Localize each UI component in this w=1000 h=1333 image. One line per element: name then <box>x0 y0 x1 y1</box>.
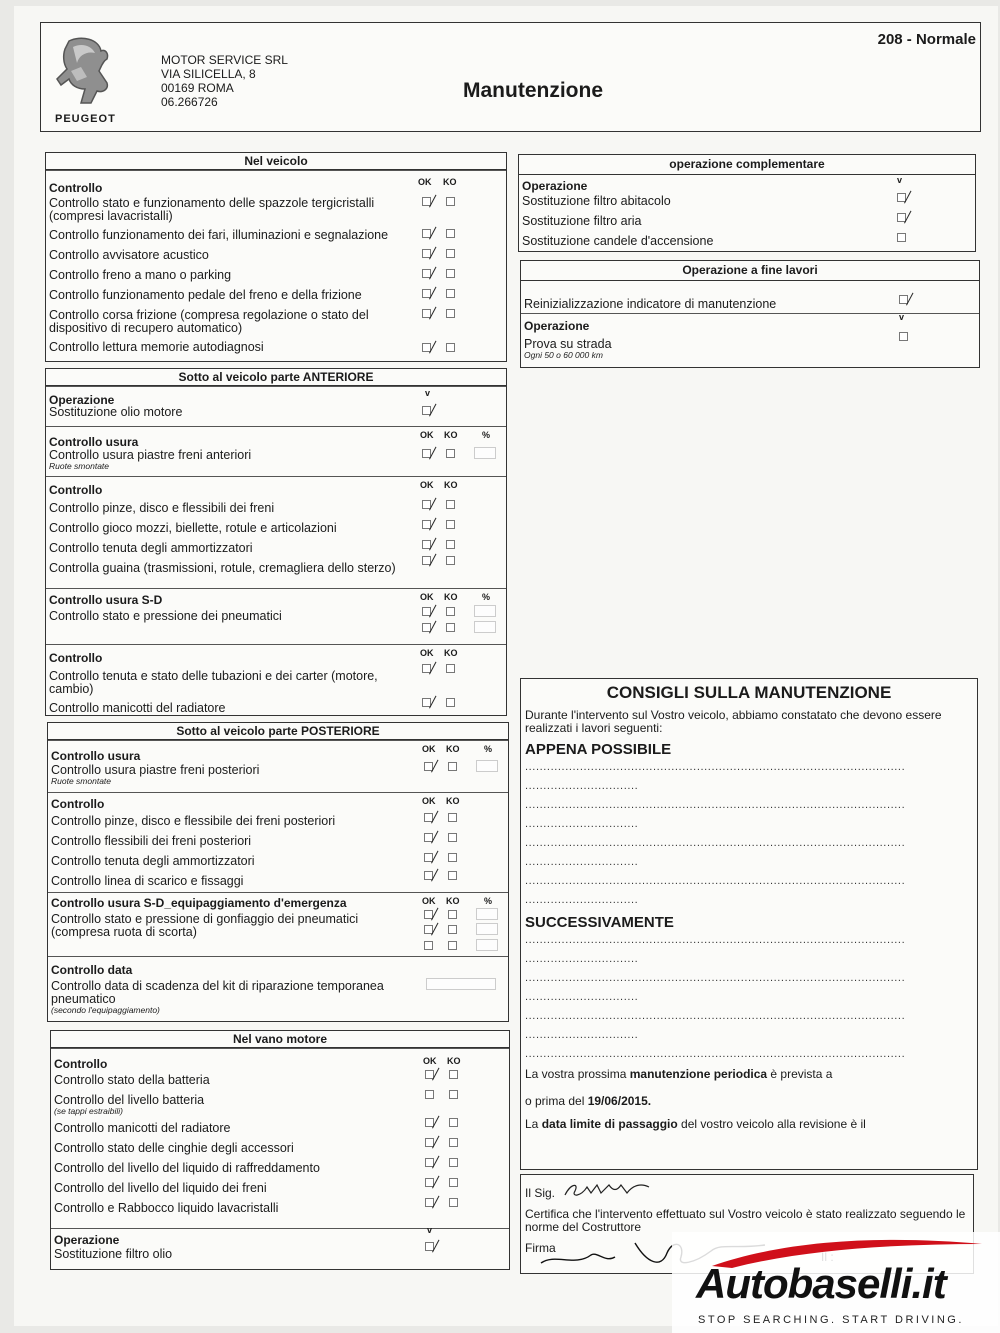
ko-checkbox[interactable] <box>448 941 457 950</box>
percent-field[interactable] <box>476 939 498 951</box>
checklist-row: Controllo tenuta degli ammortizzatori <box>48 855 508 875</box>
checklist-row: Controllo e Rabbocco liquido lavacristalli <box>51 1202 509 1218</box>
checklist-row: Sostituzione filtro aria <box>519 215 975 235</box>
ko-checkbox[interactable] <box>448 910 457 919</box>
ok-checkbox[interactable] <box>422 197 431 206</box>
fine-lavori-section <box>520 260 980 368</box>
ok-column-header: OK <box>420 430 434 440</box>
ko-checkbox[interactable] <box>448 762 457 771</box>
ko-checkbox[interactable] <box>448 833 457 842</box>
checklist-row: Controllo del livello batteria (se tappi estraibili) <box>51 1094 509 1122</box>
notes-line[interactable]: ........................................................................................................ <box>525 837 906 849</box>
tick-mark: v <box>899 312 905 322</box>
ko-checkbox[interactable] <box>446 607 455 616</box>
checklist-row: Controllo manicotti del radiatore <box>46 702 506 715</box>
percent-column-header: % <box>482 592 491 602</box>
ok-checkbox[interactable] <box>422 269 431 278</box>
ok-checkbox[interactable] <box>425 1242 434 1251</box>
ko-column-header: KO <box>444 430 458 440</box>
company-street: VIA SILICELLA, 8 <box>161 67 256 81</box>
ko-checkbox[interactable] <box>446 289 455 298</box>
ok-checkbox[interactable] <box>422 229 431 238</box>
ko-checkbox[interactable] <box>446 249 455 258</box>
ok-checkbox[interactable] <box>899 295 908 304</box>
section-head: Controllo usura <box>49 435 139 449</box>
ko-checkbox[interactable] <box>449 1158 458 1167</box>
percent-field[interactable] <box>476 908 498 920</box>
prima-del-text: o prima del 19/06/2015. <box>525 1094 652 1108</box>
section-title: Sotto al veicolo parte ANTERIORE <box>46 369 506 386</box>
ok-checkbox[interactable] <box>425 1118 434 1127</box>
autobaselli-watermark <box>672 1232 1000 1333</box>
checklist-row: Controllo lettura memorie autodiagnosi <box>46 341 506 357</box>
ko-checkbox[interactable] <box>446 556 455 565</box>
notes-line[interactable]: ............................... <box>525 991 639 1003</box>
section-title: Operazione a fine lavori <box>521 261 979 281</box>
company-city: 00169 ROMA <box>161 81 234 95</box>
company-phone: 06.266726 <box>161 95 218 109</box>
section-head: Operazione <box>49 393 115 407</box>
certifica-text: Certifica che l'intervento effettuato sul Vostro veicolo è stato realizzato seguendo le norme del Costruttore <box>525 1207 966 1234</box>
ko-column-header: KO <box>444 592 458 602</box>
checklist-row: Controllo funzionamento dei fari, illuminazioni e segnalazione <box>46 229 506 249</box>
tick-mark: v <box>897 175 903 185</box>
checklist-row: Controllo linea di scarico e fissaggi <box>48 875 508 893</box>
checklist-row: Controllo del livello del liquido dei freni <box>51 1182 509 1202</box>
ko-checkbox[interactable] <box>448 925 457 934</box>
ok-checkbox[interactable] <box>422 249 431 258</box>
checklist-row: Controllo corsa frizione (compresa regolazione o stato del dispositivo di recupero automatico) <box>46 309 506 341</box>
section-head: Controllo usura S-D_equipaggiamento d'emergenza <box>51 896 347 910</box>
consigli-title: CONSIGLI SULLA MANUTENZIONE <box>606 683 892 702</box>
notes-line[interactable]: ............................... <box>525 894 639 906</box>
checklist-row: Controllo flessibili dei freni posteriori <box>48 835 508 855</box>
notes-line[interactable]: ........................................................................................................ <box>525 875 906 887</box>
section-head: Controllo usura <box>51 749 141 763</box>
section-head: Controllo <box>51 797 105 811</box>
section-head: Controllo <box>49 651 103 665</box>
ko-column-header: KO <box>444 648 458 658</box>
notes-line[interactable]: ............................... <box>525 953 639 965</box>
anteriore-section <box>45 368 507 716</box>
checklist-row: Controllo funzionamento pedale del freno e della frizione <box>46 289 506 309</box>
notes-line[interactable]: ........................................................................................................ <box>525 761 906 773</box>
document-title: Manutenzione <box>463 79 603 102</box>
checklist-row: Controllo stato della batteria <box>51 1074 509 1094</box>
section-title: operazione complementare <box>519 155 975 175</box>
nel-veicolo-section <box>45 152 507 362</box>
ok-checkbox[interactable] <box>422 664 431 673</box>
vano-motore-section <box>50 1030 510 1270</box>
ko-column-header: KO <box>446 744 460 754</box>
ok-checkbox[interactable] <box>422 500 431 509</box>
vehicle-code: 208 - Normale <box>877 31 976 48</box>
ko-column-header: KO <box>446 896 460 906</box>
consigli-section <box>520 678 978 1170</box>
tick-mark: v <box>425 388 431 398</box>
ko-checkbox[interactable] <box>446 698 455 707</box>
section-title: Sotto al veicolo parte POSTERIORE <box>48 723 508 740</box>
percent-field[interactable] <box>476 760 498 772</box>
ok-checkbox[interactable] <box>424 925 433 934</box>
ok-checkbox[interactable] <box>424 871 433 880</box>
checklist-row: Sostituzione olio motore <box>46 406 506 419</box>
checklist-row: Sostituzione candele d'accensione <box>519 235 975 251</box>
checklist-row: Controllo pinze, disco e flessibile dei freni posteriori <box>48 815 508 835</box>
checklist-row: Controllo data di scadenza del kit di riparazione temporanea pneumatico (secondo l'equipaggiamento) <box>48 980 508 1015</box>
ok-checkbox[interactable] <box>425 1090 434 1099</box>
ok-checkbox[interactable] <box>424 762 433 771</box>
company-address <box>161 53 288 109</box>
ko-checkbox[interactable] <box>449 1070 458 1079</box>
ok-checkbox[interactable] <box>422 449 431 458</box>
ko-checkbox[interactable] <box>446 500 455 509</box>
prossima-manutenzione-text: La vostra prossima manutenzione periodica è prevista a <box>525 1067 833 1081</box>
ko-checkbox[interactable] <box>448 853 457 862</box>
ok-checkbox[interactable] <box>422 289 431 298</box>
section-head: Operazione <box>54 1233 120 1247</box>
ok-column-header: OK <box>420 592 434 602</box>
ok-column-header: OK <box>423 1056 437 1066</box>
checklist-row: Controllo stato e pressione di gonfiaggio dei pneumatici (compresa ruota di scorta) <box>48 913 508 939</box>
section-head: Controllo <box>54 1057 108 1071</box>
autobaselli-logo: Autobaselli.it <box>696 1260 946 1307</box>
notes-line[interactable]: ............................... <box>525 856 639 868</box>
ko-checkbox[interactable] <box>446 449 455 458</box>
ok-checkbox[interactable] <box>424 833 433 842</box>
section-head: Controllo <box>49 483 103 497</box>
ko-checkbox[interactable] <box>446 343 455 352</box>
notes-line[interactable]: ........................................................................................................ <box>525 1010 906 1022</box>
ko-checkbox[interactable] <box>446 623 455 632</box>
ok-checkbox[interactable] <box>422 343 431 352</box>
ok-checkbox[interactable] <box>897 213 906 222</box>
ok-column-header: OK <box>422 744 436 754</box>
ok-column-header: OK <box>420 648 434 658</box>
ok-checkbox[interactable] <box>425 1138 434 1147</box>
ok-checkbox[interactable] <box>424 941 433 950</box>
checklist-row: Controllo stato delle cinghie degli accessori <box>51 1142 509 1162</box>
ko-checkbox[interactable] <box>449 1198 458 1207</box>
ko-checkbox[interactable] <box>446 229 455 238</box>
ko-checkbox[interactable] <box>446 520 455 529</box>
firma-label: Firma <box>525 1241 556 1255</box>
notes-line[interactable]: ........................................................................................................ <box>525 1048 906 1060</box>
ok-checkbox[interactable] <box>425 1198 434 1207</box>
checklist-row: Sostituzione filtro olio <box>51 1248 509 1261</box>
percent-field[interactable] <box>474 605 496 617</box>
ko-column-header: KO <box>444 480 458 490</box>
ko-checkbox[interactable] <box>448 813 457 822</box>
ok-column-header: OK <box>420 480 434 490</box>
notes-line[interactable]: ............................... <box>525 780 639 792</box>
notes-line[interactable]: ........................................................................................................ <box>525 799 906 811</box>
ok-checkbox[interactable] <box>424 813 433 822</box>
checklist-row: Controllo stato e pressione dei pneumatici <box>46 610 506 623</box>
brand-wordmark: PEUGEOT <box>55 113 116 125</box>
posteriore-section <box>47 722 509 1022</box>
ko-checkbox[interactable] <box>446 269 455 278</box>
ok-checkbox[interactable] <box>899 332 908 341</box>
customer-signature <box>561 1179 681 1201</box>
complementare-section <box>518 154 976 252</box>
checklist-row: Controllo tenuta degli ammortizzatori <box>46 542 506 562</box>
data-limite-text: La data limite di passaggio del vostro veicolo alla revisione è il <box>525 1117 866 1131</box>
peugeot-lion-logo <box>51 33 133 125</box>
appena-possibile-heading: APPENA POSSIBILE <box>525 741 672 758</box>
notes-line[interactable]: ........................................................................................................ <box>525 934 906 946</box>
expiry-date-field[interactable] <box>426 978 496 990</box>
checklist-row: Controllo avvisatore acustico <box>46 249 506 269</box>
company-name: MOTOR SERVICE SRL <box>161 53 288 67</box>
ok-column-header: OK <box>418 177 432 187</box>
document-header <box>40 22 981 132</box>
ko-column-header: KO <box>443 177 457 187</box>
ko-checkbox[interactable] <box>449 1178 458 1187</box>
ko-checkbox[interactable] <box>448 871 457 880</box>
notes-line[interactable]: ............................... <box>525 818 639 830</box>
ok-checkbox[interactable] <box>422 406 431 415</box>
percent-column-header: % <box>484 896 493 906</box>
percent-field[interactable] <box>474 621 496 633</box>
ko-checkbox[interactable] <box>449 1090 458 1099</box>
ok-checkbox[interactable] <box>424 853 433 862</box>
ok-checkbox[interactable] <box>422 520 431 529</box>
ko-checkbox[interactable] <box>446 309 455 318</box>
ok-checkbox[interactable] <box>425 1070 434 1079</box>
successivamente-heading: SUCCESSIVAMENTE <box>525 914 674 931</box>
checklist-row: Controllo stato e funzionamento delle spazzole tergicristalli (compresi lavacristalli) <box>46 197 506 229</box>
checklist-row: Controllo usura piastre freni anteriori Ruote smontate <box>46 449 506 471</box>
ok-checkbox[interactable] <box>422 309 431 318</box>
section-head: Operazione <box>522 179 588 193</box>
ok-checkbox[interactable] <box>422 556 431 565</box>
percent-field[interactable] <box>476 923 498 935</box>
maintenance-due-date: 19/06/2015. <box>587 1094 652 1108</box>
checklist-row: Reinizializzazione indicatore di manutenzione <box>521 281 979 313</box>
ok-checkbox[interactable] <box>425 1178 434 1187</box>
notes-line[interactable]: ............................... <box>525 1029 639 1041</box>
ko-column-header: KO <box>446 796 460 806</box>
ko-column-header: KO <box>447 1056 461 1066</box>
ok-checkbox[interactable] <box>422 623 431 632</box>
percent-column-header: % <box>482 430 491 440</box>
notes-line[interactable]: ........................................................................................................ <box>525 972 906 984</box>
ko-checkbox[interactable] <box>446 540 455 549</box>
checklist-row: Controllo usura piastre freni posteriori Ruote smontate <box>48 764 508 786</box>
sig-label: Il Sig. <box>525 1186 556 1200</box>
ok-checkbox[interactable] <box>897 193 906 202</box>
checklist-row: Sostituzione filtro abitacolo <box>519 195 975 215</box>
percent-field[interactable] <box>474 447 496 459</box>
consigli-intro: Durante l'intervento sul Vostro veicolo, abbiamo constatato che devono essere realizzati i lavori seguenti: <box>525 708 942 735</box>
checklist-row: Controllo del livello del liquido di raffreddamento <box>51 1162 509 1182</box>
ok-checkbox[interactable] <box>897 233 906 242</box>
ok-checkbox[interactable] <box>422 698 431 707</box>
ok-checkbox[interactable] <box>425 1158 434 1167</box>
ok-column-header: OK <box>422 896 436 906</box>
checklist-row: Controllo tenuta e stato delle tubazioni e dei carter (motore, cambio) <box>46 670 506 702</box>
section-head: Controllo usura S-D <box>49 593 163 607</box>
section-title: Nel vano motore <box>51 1031 509 1048</box>
checklist-row: Controlla guaina (trasmissioni, rotule, cremagliera dello sterzo) <box>46 562 506 588</box>
ko-checkbox[interactable] <box>449 1118 458 1127</box>
checklist-row: Controllo freno a mano o parking <box>46 269 506 289</box>
percent-column-header: % <box>484 744 493 754</box>
ko-checkbox[interactable] <box>446 197 455 206</box>
ko-checkbox[interactable] <box>446 664 455 673</box>
checklist-row: Prova su strada Ogni 50 o 60 000 km <box>521 338 979 360</box>
section-head: Controllo data <box>51 963 133 977</box>
ko-checkbox[interactable] <box>449 1138 458 1147</box>
section-title: Nel veicolo <box>46 153 506 170</box>
checklist-row: Controllo manicotti del radiatore <box>51 1122 509 1142</box>
section-head: Controllo <box>49 181 103 195</box>
checklist-row: Controllo gioco mozzi, biellette, rotule e articolazioni <box>46 522 506 542</box>
tick-mark: v <box>427 1225 433 1235</box>
ok-column-header: OK <box>422 796 436 806</box>
section-head: Operazione <box>524 319 590 333</box>
checklist-row: Controllo pinze, disco e flessibili dei freni <box>46 502 506 522</box>
autobaselli-tagline: STOP SEARCHING. START DRIVING. <box>698 1314 964 1326</box>
